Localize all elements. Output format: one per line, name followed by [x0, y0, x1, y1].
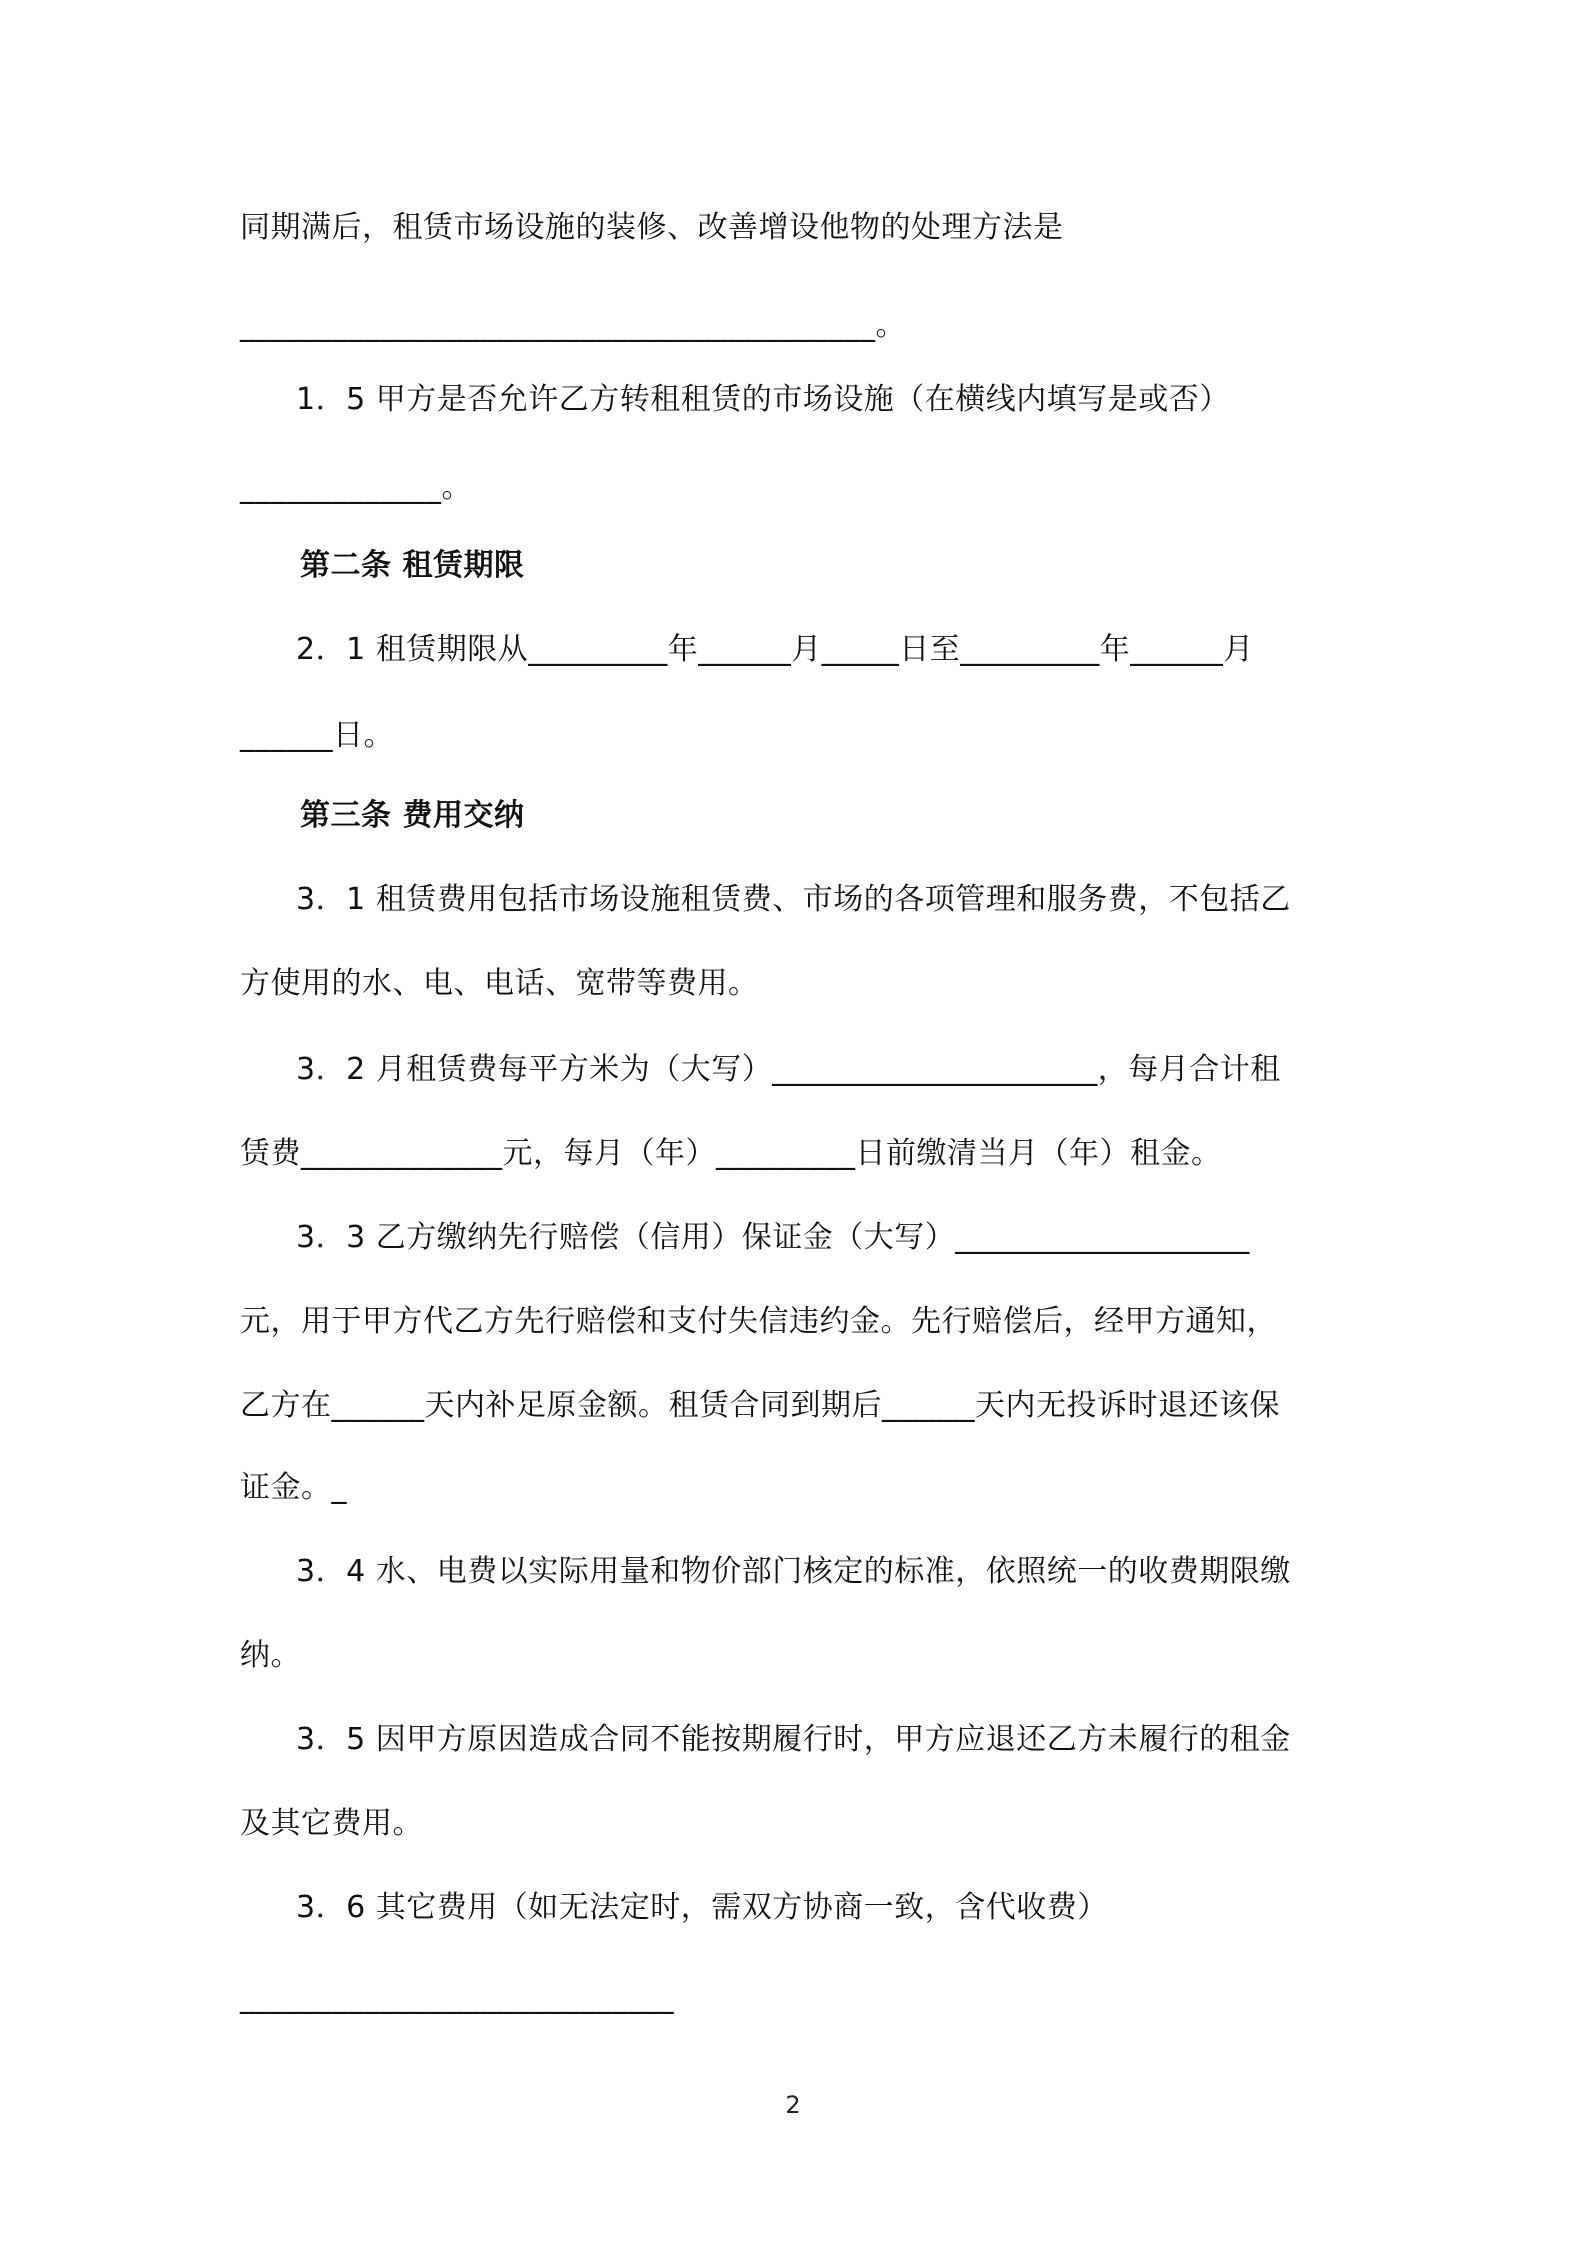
clause-3-6: 3．6 其它费用（如无法定时，需双方协商一致，含代收费） — [296, 1890, 1108, 1925]
clause-3-5: 3．5 因甲方原因造成合同不能按期履行时，甲方应退还乙方未履行的租金 — [296, 1722, 1291, 1757]
blank-line: ____________________________ — [240, 1980, 674, 2015]
page-number: 2 — [785, 2091, 801, 2119]
text-line: 赁费_____________元，每月（年）_________日前缴清当月（年）租金。 — [240, 1136, 1222, 1171]
clause-1-5: 1．5 甲方是否允许乙方转租租赁的市场设施（在横线内填写是或否） — [296, 382, 1230, 417]
clause-3-1: 3．1 租赁费用包括市场设施租赁费、市场的各项管理和服务费，不包括乙 — [296, 882, 1291, 917]
text-line: 乙方在______天内补足原金额。租赁合同到期后______天内无投诉时退还该保 — [240, 1388, 1280, 1423]
text-line: 元，用于甲方代乙方先行赔偿和支付失信违约金。先行赔偿后，经甲方通知， — [240, 1304, 1277, 1339]
blank-line: _____________。 — [240, 470, 472, 505]
blank-line: _________________________________________。 — [240, 308, 906, 343]
section-heading-3: 第三条 费用交纳 — [300, 798, 525, 833]
section-heading-2: 第二条 租赁期限 — [300, 548, 525, 583]
clause-3-3: 3．3 乙方缴纳先行赔偿（信用）保证金（大写）___________________ — [296, 1220, 1250, 1255]
text-line: 同期满后，租赁市场设施的装修、改善增设他物的处理方法是 — [240, 210, 1064, 245]
clause-3-4: 3．4 水、电费以实际用量和物价部门核定的标准，依照统一的收费期限缴 — [296, 1554, 1291, 1589]
clause-2-1: 2．1 租赁期限从_________年______月_____日至_________年______月 — [296, 632, 1254, 667]
text-line: ______日。 — [240, 718, 394, 753]
text-line: 及其它费用。 — [240, 1806, 423, 1841]
text-line: 方使用的水、电、电话、宽带等费用。 — [240, 966, 759, 1001]
clause-3-2: 3．2 月租赁费每平方米为（大写）_____________________，每月合计租 — [296, 1052, 1281, 1087]
text-line: 纳。 — [240, 1638, 301, 1673]
text-line: 证金。_ — [240, 1470, 347, 1505]
